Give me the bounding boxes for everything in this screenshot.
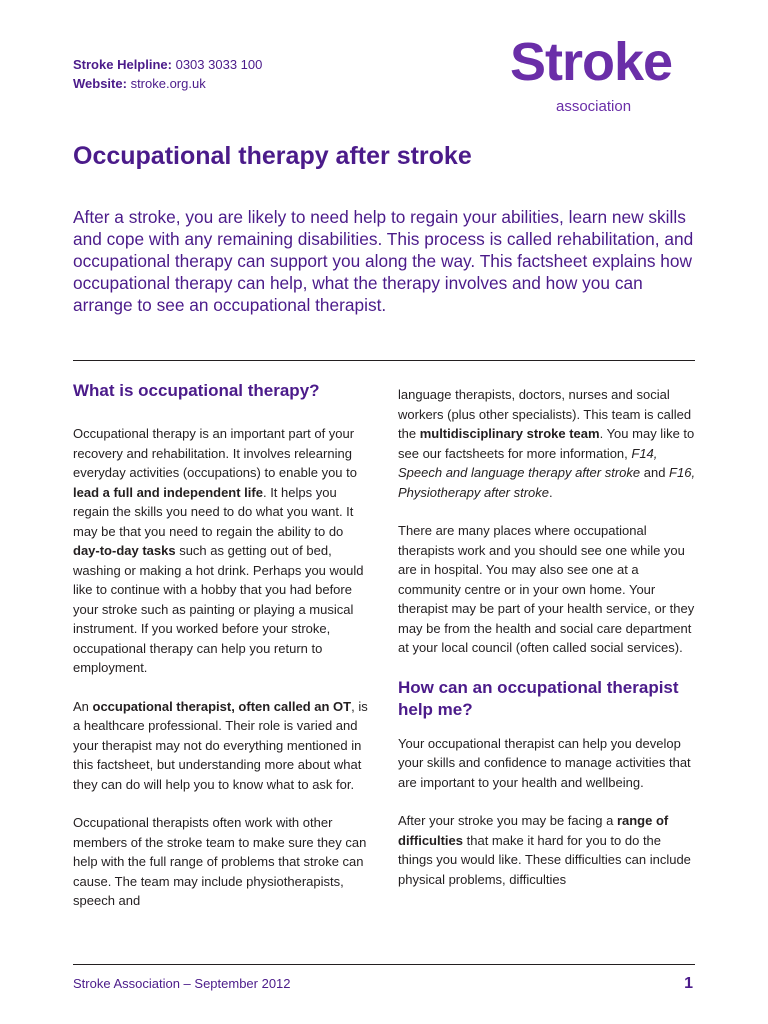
paragraph: After your stroke you may be facing a range of difficulties that make it hard for you to do the things you would like. These difficulties can include physical problems, difficulties <box>398 813 691 887</box>
paragraph: Occupational therapy is an important part of your recovery and rehabilitation. It involves relearning everyday activities (occupations) to enable you to lead a full and independent life. It helps you regain the skills you need to do what you want. It may be that you need to regain the ability to do day-to-day tasks such as getting out of bed, washing or making a hot drink. Perhaps you would like to continue with a hobby that you had before your stroke such as painting or playing a musical instrument. If you worked before your stroke, occupational therapy can help you return to employment. <box>73 426 364 675</box>
website-line <box>73 74 262 93</box>
footer-text: Stroke Association – September 2012 <box>73 976 291 991</box>
intro-paragraph: After a stroke, you are likely to need help to regain your abilities, learn new skills and cope with any remaining disabilities. This process is called rehabilitation, and occupational therapy can support you along the way. This factsheet explains how occupational therapy can help, what the therapy involves and how you can arrange to see an occupational therapist. <box>73 207 694 315</box>
right-column <box>398 385 696 908</box>
left-column <box>73 380 371 930</box>
footer-divider <box>73 964 695 965</box>
paragraph: There are many places where occupational therapists work and you should see one while you are in hospital. You may also see one at a community centre or in your own home. Your therapist may be part of your health service, or they may be from the health and social care department at your local council (often called social services). <box>398 523 695 655</box>
helpline-line <box>73 55 262 74</box>
stroke-association-logo <box>510 34 700 119</box>
section-divider <box>73 360 695 361</box>
helpline-number[interactable]: 0303 3033 100 <box>175 57 263 72</box>
page-title: Occupational therapy after stroke <box>73 142 472 170</box>
contact-info <box>73 55 262 93</box>
paragraph: Occupational therapists often work with other members of the stroke team to make sure they can help with the full range of problems that stroke can cause. The team may include physiotherapists, speech and <box>73 815 367 908</box>
section-heading-how-can-ot-help: How can an occupational therapist help me? <box>398 677 679 719</box>
helpline-label: Stroke Helpline: <box>73 57 172 72</box>
logo-subtitle: association <box>556 98 632 115</box>
website-label: Website: <box>73 76 127 91</box>
section-heading-what-is-ot: What is occupational therapy? <box>73 381 320 400</box>
paragraph: An occupational therapist, often called an OT, is a healthcare professional. Their role is varied and your therapist may not do everything mentioned in this factsheet, but understanding more about what they can do will help you to know what to ask for. <box>73 698 368 792</box>
logo-wordmark: Stroke <box>510 32 673 92</box>
paragraph: Your occupational therapist can help you develop your skills and confidence to manage activities that are important to your health and wellbeing. <box>398 735 691 790</box>
paragraph: language therapists, doctors, nurses and social workers (plus other specialists). This team is called the multidisciplinary stroke team. You may like to see our factsheets for more information, F14, Speech and language therapy after stroke and F16, Physiotherapy after stroke. <box>398 387 696 500</box>
website-link[interactable]: stroke.org.uk <box>130 76 206 91</box>
page-number: 1 <box>684 975 693 992</box>
